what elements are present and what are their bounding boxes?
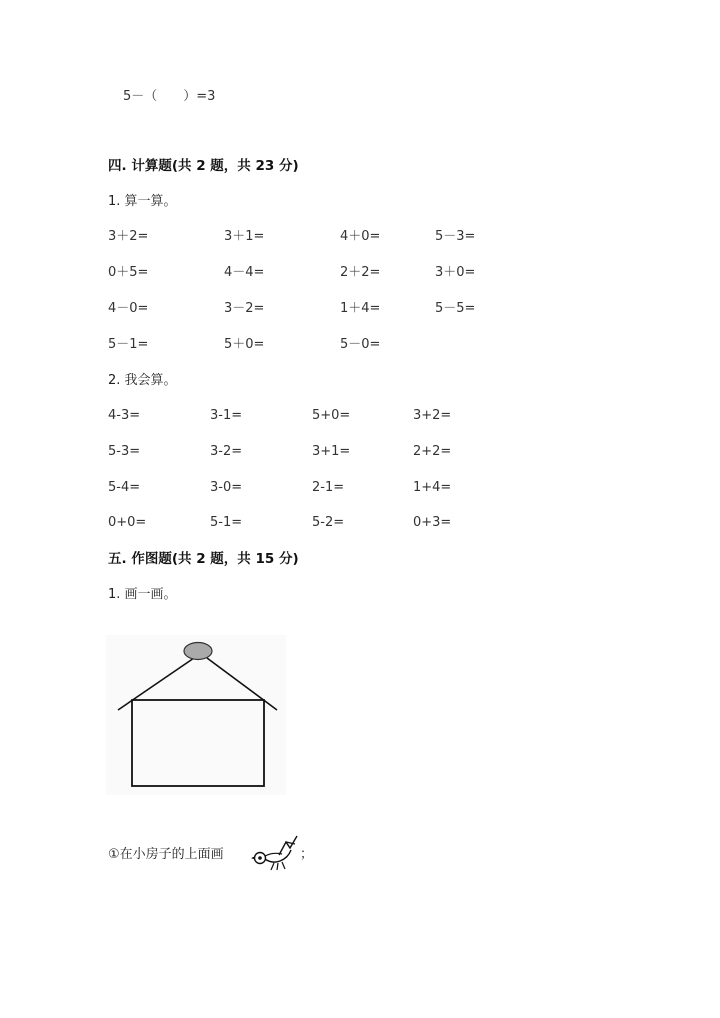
calc-item: 5+0= <box>312 408 351 423</box>
house-figure <box>106 635 286 795</box>
section4-q2-title: 2. 我会算。 <box>108 373 177 388</box>
calc-item: 5-4= <box>108 480 141 495</box>
calc-item: 0+0= <box>108 515 147 530</box>
section4-heading: 四. 计算题(共 2 题，共 23 分) <box>108 158 299 174</box>
calc-item: 5－0= <box>340 337 381 352</box>
calc-item: 3＋2= <box>108 229 149 244</box>
section5-heading: 五. 作图题(共 2 题，共 15 分) <box>108 551 299 567</box>
section5-q1-title: 1. 画一画。 <box>108 587 177 602</box>
calc-item: 1+4= <box>413 480 452 495</box>
calc-item: 5－1= <box>108 337 149 352</box>
calc-item: 5＋0= <box>224 337 265 352</box>
calc-item: 5－3= <box>435 229 476 244</box>
calc-item: 3＋0= <box>435 265 476 280</box>
calc-item: 5-3= <box>108 444 141 459</box>
calc-item: 3+2= <box>413 408 452 423</box>
calc-item: 1＋4= <box>340 301 381 316</box>
top-equation: 5－（ ）=3 <box>123 89 216 104</box>
calc-item: 3－2= <box>224 301 265 316</box>
calc-item: 0＋5= <box>108 265 149 280</box>
calc-item: 2-1= <box>312 480 345 495</box>
calc-item: 2＋2= <box>340 265 381 280</box>
calc-item: 4－4= <box>224 265 265 280</box>
calc-item: 3＋1= <box>224 229 265 244</box>
calc-item: 3+1= <box>312 444 351 459</box>
calc-item: 3-2= <box>210 444 243 459</box>
calc-item: 4-3= <box>108 408 141 423</box>
section5-q1-instruction: ①在小房子的上面画 <box>108 847 224 862</box>
calc-item: 4－0= <box>108 301 149 316</box>
calc-item: 5－5= <box>435 301 476 316</box>
calc-item: 3-1= <box>210 408 243 423</box>
calc-item: 5-1= <box>210 515 243 530</box>
calc-item: 4＋0= <box>340 229 381 244</box>
calc-item: 3-0= <box>210 480 243 495</box>
bird-icon <box>245 828 301 872</box>
calc-item: 5-2= <box>312 515 345 530</box>
section5-q1-instruction-end: ； <box>300 847 314 862</box>
section4-q1-title: 1. 算一算。 <box>108 194 177 209</box>
calc-item: 0+3= <box>413 515 452 530</box>
calc-item: 2+2= <box>413 444 452 459</box>
